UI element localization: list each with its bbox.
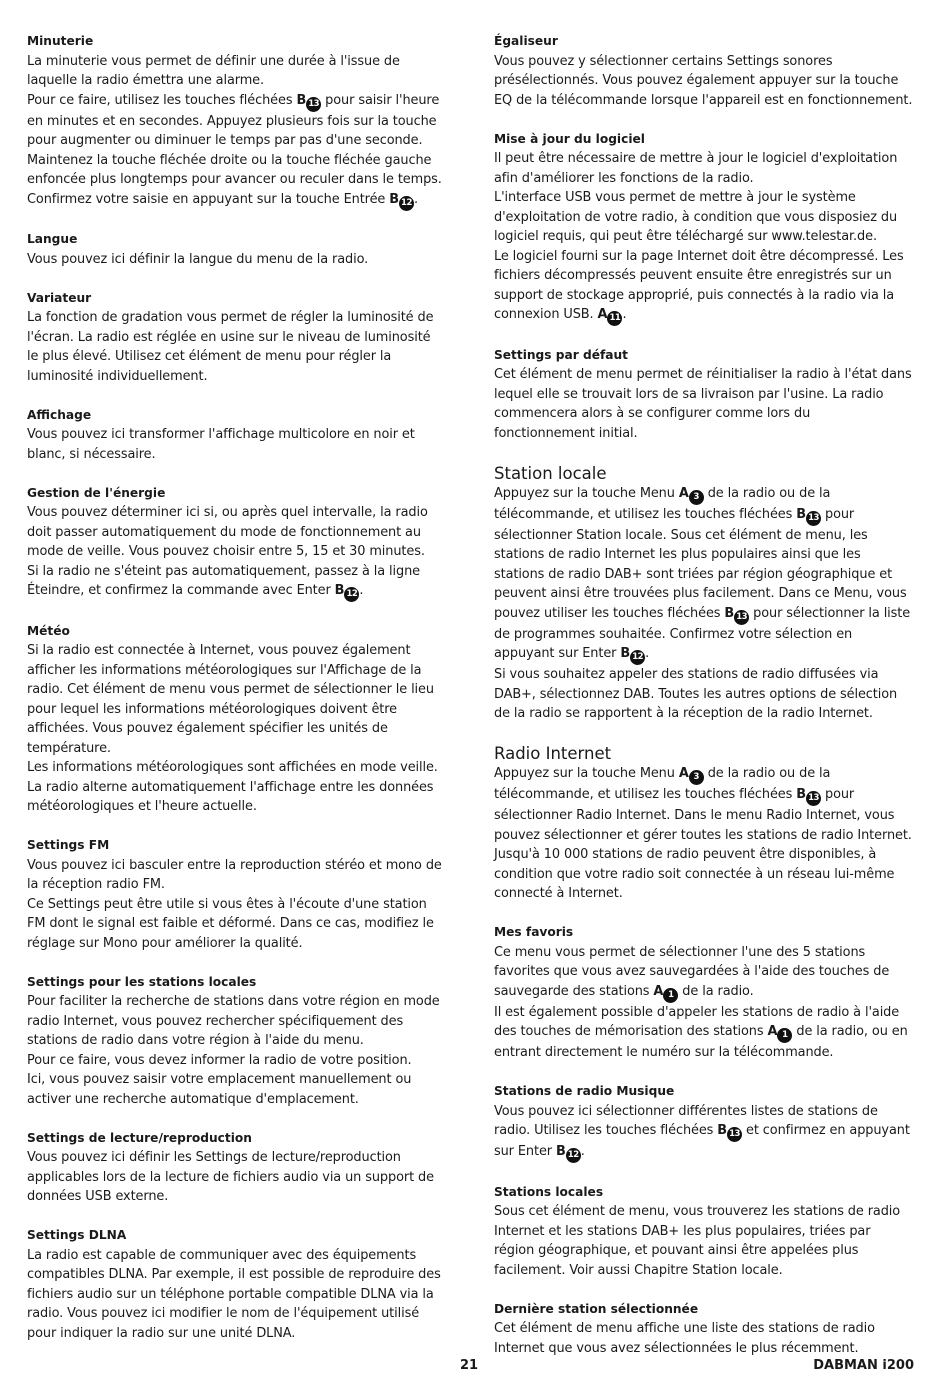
component-reference: A 3 bbox=[679, 766, 704, 781]
paragraph: Si la radio est connectée à Internet, vous pouvez également afficher les informations météorologiques sur l'Affichage de la radio. Cet élément de menu vous permet de sélectionner le lieu pour lequel les informations météorologiques doivent être affichées. Vous pouvez également spécifier les unités de température. bbox=[27, 643, 434, 756]
section-station-locale bbox=[494, 463, 914, 724]
number-badge-icon: 11 bbox=[607, 311, 622, 326]
section-heading: Dernière station sélectionnée bbox=[494, 1301, 699, 1316]
paragraph: L'interface USB vous permet de mettre à jour le système d'exploitation de votre radio, à condition que vous disposiez du logiciel requis, qui peut être téléchargé sur www.telestar.de. bbox=[494, 190, 898, 244]
paragraph: Pour faciliter la recherche de stations dans votre région en mode radio Internet, vous pouvez rechercher spécifiquement des stations de radio dans votre région à l'aide du menu. bbox=[27, 994, 440, 1048]
section-stations-locales bbox=[494, 1183, 914, 1281]
component-reference: B 13 bbox=[296, 93, 321, 108]
paragraph: Confirmez votre saisie en appuyant sur la touche Entrée B 12 . bbox=[27, 190, 445, 211]
paragraph: Vous pouvez ici définir la langue du menu de la radio. bbox=[27, 251, 369, 267]
paragraph: Il est également possible d'appeler les stations de radio à l'aide des touches de mémorisation des stations A 1 de la radio, ou en entrant directement le numéro sur la télécommande. bbox=[494, 1004, 908, 1060]
section-heading: Stations de radio Musique bbox=[494, 1084, 675, 1098]
paragraph: Appuyez sur la touche Menu A 3 de la radio ou de la télécommande, et utilisez les touches fléchées B 13 pour sélectionner Station locale. Sous cet élément de menu, les stations de radio Internet les plus populaires ainsi que les stations de radio DAB+ sont triées par région géographique et peuvent ainsi être trouvées plus facilement. Dans ce Menu, vous pouvez utiliser les touches fléchées B 13 pour sélectionner la liste de programmes souhaitée. Confirmez votre sélection en appuyant sur Enter B 12 . bbox=[494, 484, 914, 666]
paragraph: Ce menu vous permet de sélectionner l'une des 5 stations favorites que vous avez sauvegardées à l'aide des touches de sauvegarde des stations A 1 de la radio. bbox=[494, 943, 914, 1003]
component-reference: A 3 bbox=[679, 486, 704, 501]
section-mes-favoris bbox=[494, 923, 914, 1063]
section-heading: Variateur bbox=[27, 290, 92, 305]
product-model: DABMAN i200 bbox=[813, 1358, 914, 1373]
section-heading: Langue bbox=[27, 232, 78, 246]
section-heading: Settings DLNA bbox=[27, 1228, 127, 1242]
paragraph: Si vous souhaitez appeler des stations de radio diffusées via DAB+, sélectionnez DAB. Toutes les autres options de sélection de la radio se rapportent à la réception de la radio Internet. bbox=[494, 667, 898, 721]
paragraph: La minuterie vous permet de définir une durée à l'issue de laquelle la radio émettra une alarme. bbox=[27, 53, 400, 88]
paragraph: Il peut être nécessaire de mettre à jour le logiciel d'exploitation afin d'améliorer les fonctions de la radio. bbox=[494, 151, 898, 186]
component-reference: B 13 bbox=[796, 507, 821, 522]
section-settings-fm bbox=[27, 836, 445, 953]
paragraph: Si la radio ne s'éteint pas automatiquement, passez à la ligne Éteindre, et confirmez la commande avec Enter B 12 . bbox=[27, 562, 445, 603]
number-badge-icon: 3 bbox=[689, 770, 704, 785]
section-langue bbox=[27, 230, 445, 269]
section-stations-de-radio-musique bbox=[494, 1082, 914, 1163]
section-heading: Affichage bbox=[27, 407, 92, 422]
paragraph: La radio alterne automatiquement l'affichage entre les données météorologiques et l'heure actuelle. bbox=[27, 779, 434, 814]
paragraph: Vous pouvez ici définir les Settings de lecture/reproduction applicables lors de la lecture de fichiers audio via un support de données USB externe. bbox=[27, 1150, 434, 1204]
paragraph: Cet élément de menu permet de réinitialiser la radio à l'état dans lequel elle se trouvait lors de sa livraison par l'usine. La radio commencera alors à se configurer comme lors du fonctionnement initial. bbox=[494, 367, 912, 441]
component-reference: B 12 bbox=[389, 192, 414, 207]
component-reference: A 1 bbox=[767, 1024, 792, 1039]
section-heading: Minuterie bbox=[27, 34, 94, 48]
component-reference: B 12 bbox=[556, 1144, 581, 1159]
component-reference: B 13 bbox=[717, 1123, 742, 1138]
paragraph: Vous pouvez y sélectionner certains Settings sonores présélectionnés. Vous pouvez également appuyer sur la touche EQ de la télécommande lorsque l'appareil est en fonctionnement. bbox=[494, 53, 913, 108]
section-heading: Égaliseur bbox=[494, 34, 558, 48]
number-badge-icon: 13 bbox=[727, 1127, 742, 1142]
component-reference: B 12 bbox=[335, 583, 360, 598]
section-mise-a-jour-du-logiciel bbox=[494, 130, 914, 327]
number-badge-icon: 3 bbox=[689, 490, 704, 505]
paragraph: Cet élément de menu affiche une liste des stations de radio Internet que vous avez sélectionnées le plus récemment. bbox=[494, 1321, 875, 1356]
section-settings-par-defaut bbox=[494, 346, 914, 444]
paragraph: Sous cet élément de menu, vous trouverez les stations de radio Internet et les stations DAB+ les plus populaires, triées par région géographique, et pouvant ainsi être appelées plus facilement. Voir aussi Chapitre Station locale. bbox=[494, 1204, 901, 1278]
section-heading: Settings par défaut bbox=[494, 347, 628, 362]
section-minuterie bbox=[27, 32, 445, 211]
section-gestion-de-l-energie bbox=[27, 484, 445, 603]
component-reference: B 13 bbox=[796, 787, 821, 802]
paragraph: Pour ce faire, utilisez les touches fléchées B 13 pour saisir l'heure en minutes et en secondes. Appuyez plusieurs fois sur la touche pour augmenter ou diminuer le temps par pas d'une seconde. Maintenez la touche fléchée droite ou la touche fléchée gauche enfoncée plus longtemps pour avancer ou reculer dans le temps. bbox=[27, 92, 442, 187]
section-heading: Radio Internet bbox=[494, 744, 612, 763]
paragraph: Vous pouvez ici transformer l'affichage multicolore en noir et blanc, si nécessaire. bbox=[27, 427, 415, 462]
section-radio-internet bbox=[494, 743, 914, 904]
page-number: 21 bbox=[460, 1358, 479, 1373]
number-badge-icon: 13 bbox=[306, 97, 321, 112]
paragraph: La fonction de gradation vous permet de régler la luminosité de l'écran. La radio est réglée en usine sur le niveau de luminosité le plus élevé. Utilisez cet élément de menu pour régler la luminosité individuellement. bbox=[27, 310, 434, 384]
paragraph: Ici, vous pouvez saisir votre emplacement manuellement ou activer une recherche automatique d'emplacement. bbox=[27, 1072, 412, 1107]
section-egaliseur bbox=[494, 32, 914, 110]
section-heading: Settings FM bbox=[27, 838, 110, 852]
section-heading: Gestion de l'énergie bbox=[27, 485, 166, 500]
number-badge-icon: 1 bbox=[777, 1028, 792, 1043]
section-variateur bbox=[27, 289, 445, 387]
paragraph: Pour ce faire, vous devez informer la radio de votre position. bbox=[27, 1052, 412, 1068]
component-reference: B 12 bbox=[620, 646, 645, 661]
paragraph: Ce Settings peut être utile si vous êtes à l'écoute d'une station FM dont le signal est faible et déformé. Dans ce cas, modifiez le réglage sur Mono pour améliorer la qualité. bbox=[27, 896, 434, 951]
section-settings-dlna bbox=[27, 1226, 445, 1343]
section-settings-de-lecture-reproduction bbox=[27, 1129, 445, 1207]
component-reference: A 1 bbox=[653, 984, 678, 999]
component-reference: B 13 bbox=[724, 606, 749, 621]
number-badge-icon: 1 bbox=[663, 988, 678, 1003]
number-badge-icon: 13 bbox=[806, 791, 821, 806]
paragraph: Le logiciel fourni sur la page Internet doit être décompressé. Les fichiers décompressés peuvent ensuite être enregistrés sur un support de stockage approprié, puis connectés à la radio via la connexion USB. A 11 . bbox=[494, 247, 914, 327]
paragraph: Vous pouvez déterminer ici si, ou après quel intervalle, la radio doit passer automatiquement du mode de fonctionnement au mode de veille. Vous pouvez choisir entre 5, 15 et 30 minutes. bbox=[27, 505, 428, 559]
section-heading: Météo bbox=[27, 623, 70, 638]
section-affichage bbox=[27, 406, 445, 465]
section-heading: Mise à jour du logiciel bbox=[494, 131, 645, 146]
section-derniere-station-selectionnee bbox=[494, 1300, 914, 1359]
section-settings-pour-les-stations-locales bbox=[27, 973, 445, 1110]
paragraph: La radio est capable de communiquer avec des équipements compatibles DLNA. Par exemple, il est possible de reproduire des fichiers audio sur un téléphone portable compatible DLNA via la radio. Vous pouvez ici modifier le nom de l'équipement utilisé pour indiquer la radio sur une unité DLNA. bbox=[27, 1247, 441, 1341]
paragraph: Les informations météorologiques sont affichées en mode veille. bbox=[27, 760, 438, 775]
right-column bbox=[494, 32, 914, 1378]
number-badge-icon: 12 bbox=[630, 650, 645, 665]
paragraph: Vous pouvez ici sélectionner différentes listes de stations de radio. Utilisez les touches fléchées B 13 et confirmez en appuyant sur Enter B 12 . bbox=[494, 1102, 914, 1164]
section-heading: Stations locales bbox=[494, 1184, 604, 1199]
number-badge-icon: 12 bbox=[399, 196, 414, 211]
number-badge-icon: 12 bbox=[344, 587, 359, 602]
paragraph: Appuyez sur la touche Menu A 3 de la radio ou de la télécommande, et utilisez les touches fléchées B 13 pour sélectionner Radio Internet. Dans le menu Radio Internet, vous pouvez sélectionner et gérer toutes les stations de radio Internet. Jusqu'à 10 000 stations de radio peuvent être disponibles, à condition que votre radio soit connectée à un réseau lui-même connecté à Internet. bbox=[494, 766, 912, 901]
section-heading: Station locale bbox=[494, 463, 607, 483]
paragraph: Vous pouvez ici basculer entre la reproduction stéréo et mono de la réception radio FM. bbox=[27, 857, 442, 892]
section-heading: Mes favoris bbox=[494, 925, 574, 939]
component-reference: A 11 bbox=[598, 307, 623, 322]
number-badge-icon: 12 bbox=[566, 1148, 581, 1163]
section-meteo bbox=[27, 622, 445, 817]
left-column bbox=[27, 32, 445, 1363]
number-badge-icon: 13 bbox=[734, 610, 749, 625]
section-heading: Settings pour les stations locales bbox=[27, 974, 257, 989]
number-badge-icon: 13 bbox=[806, 511, 821, 526]
section-heading: Settings de lecture/reproduction bbox=[27, 1130, 252, 1145]
